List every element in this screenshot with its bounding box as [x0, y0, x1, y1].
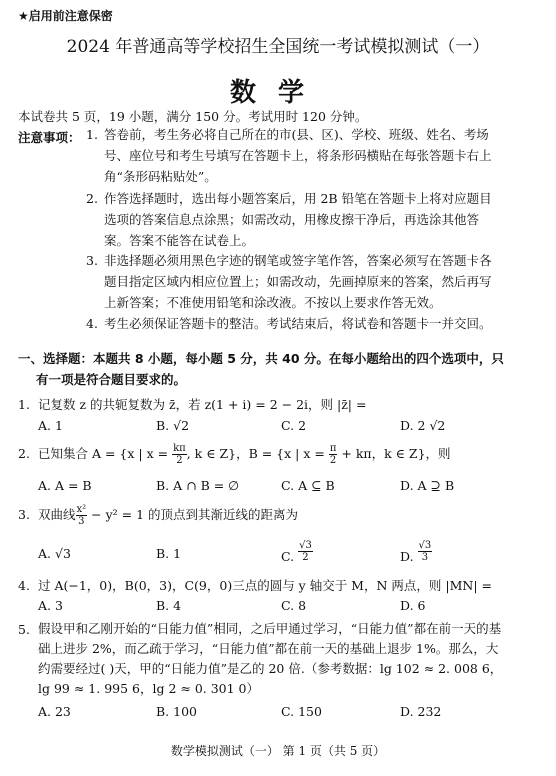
notice-item-number: 1. [86, 127, 98, 142]
question-stem-line: lg 99 ≈ 1. 995 6，lg 2 ≈ 0. 301 0） [38, 681, 260, 696]
question-number: 1. [18, 397, 30, 412]
fraction [329, 443, 338, 466]
question-stem-part: , k ∈ Z}，B = {x | x = [186, 446, 325, 461]
fraction-denominator: 2 [176, 455, 183, 466]
notice-item-1 [86, 124, 492, 187]
option-d[interactable] [400, 540, 432, 563]
question-3-options [38, 540, 538, 570]
fraction-denominator: 2 [302, 552, 309, 563]
question-5-options [38, 704, 538, 722]
question-stem-part: 双曲线 [38, 507, 76, 522]
notice-line: 答卷前，考生务必将自己所在的市(县、区)、学校、班级、姓名、考场 [104, 127, 489, 142]
question-2-options [38, 478, 538, 496]
option-a[interactable]: A. 1 [38, 418, 63, 433]
notice-item-3 [86, 250, 492, 313]
question-5-number [18, 622, 38, 637]
section-heading [18, 348, 538, 390]
question-stem-line: 假设甲和乙刚开始的“日能力值”相同，之后甲通过学习，“日能力值”都在前一天的基 [38, 621, 502, 636]
fraction-numerator: π [329, 443, 337, 454]
option-a[interactable]: A. 3 [38, 598, 63, 613]
fraction-numerator: kπ [173, 443, 186, 454]
question-stem-part: − y² = 1 的顶点到其渐近线的距离为 [91, 507, 299, 522]
fraction-denominator: 3 [78, 516, 85, 527]
option-c[interactable]: C. 2 [281, 418, 307, 433]
option-letter: C. [281, 549, 295, 564]
question-3 [18, 504, 298, 527]
option-c[interactable]: C. A ⊆ B [281, 478, 335, 493]
notice-line: 作答选择题时，选出每小题答案后，用 2B 铅笔在答题卡上将对应题目 [104, 191, 492, 206]
notice-line: 选项的答案信息点涂黑；如需改动，用橡皮擦干净后，再选涂其他答 [104, 212, 480, 227]
fraction-numerator: x² [76, 504, 87, 515]
option-a[interactable]: A. A = B [38, 478, 92, 493]
fraction [76, 504, 88, 527]
option-b[interactable]: B. A ∩ B = ∅ [156, 478, 240, 493]
confidential-notice: ★启用前注意保密 [18, 9, 113, 23]
section-heading-line-2: 有一项是符合题目要求的。 [36, 372, 187, 387]
option-c[interactable] [281, 540, 313, 563]
fraction [172, 443, 187, 466]
fraction-numerator: √3 [418, 540, 432, 551]
question-number: 4. [18, 578, 30, 593]
question-1 [18, 395, 366, 413]
option-b[interactable]: B. 100 [156, 704, 197, 719]
question-stem-part: 已知集合 A = {x | x = [38, 446, 169, 461]
notice-line: 题目指定区域内相应位置上；如需改动，先画掉原来的答案，然后再写 [104, 274, 492, 289]
exam-title: 2024 年普通高等学校招生全国统一考试模拟测试（一） [66, 37, 490, 57]
question-1-options [38, 418, 538, 436]
notice-item-number: 3. [86, 253, 98, 268]
question-stem-line: 约需要经过( )天，甲的“日能力值”是乙的 20 倍.（参考数据：lg 102 ≈ 2. 008 6， [38, 661, 503, 676]
question-number: 5. [18, 622, 30, 637]
fraction-numerator: √3 [299, 540, 312, 551]
question-number: 2. [18, 446, 30, 461]
notice-item-2 [86, 188, 492, 251]
question-4-options [38, 598, 538, 616]
fraction-denominator: 2 [329, 455, 337, 466]
question-stem: 记复数 z 的共轭复数为 z̄，若 z(1 + i) = 2 − 2i，则 |z̄| = [38, 397, 367, 412]
exam-intro: 本试卷共 5 页，19 小题，满分 150 分。考试用时 120 分钟。 [18, 109, 368, 124]
notice-line: 角“条形码粘贴处”。 [104, 169, 217, 184]
question-4 [18, 576, 492, 594]
notice-item-number: 4. [86, 316, 98, 331]
notice-item-number: 2. [86, 191, 98, 206]
notice-line: 案。答案不能答在试卷上。 [104, 233, 255, 248]
fraction-denominator: 3 [421, 552, 429, 563]
option-b[interactable]: B. 4 [156, 598, 182, 613]
option-d[interactable]: D. 232 [400, 704, 442, 719]
fraction [418, 540, 433, 563]
question-number: 3. [18, 507, 30, 522]
option-c[interactable]: C. 8 [281, 598, 307, 613]
page-footer: 数学模拟测试（一） 第 1 页（共 5 页） [170, 744, 386, 758]
option-d[interactable]: D. A ⊇ B [400, 478, 455, 493]
option-b[interactable]: B. √2 [156, 418, 190, 433]
question-stem: 过 A(−1，0)，B(0，3)，C(9，0)三点的圆与 y 轴交于 M，N 两点，则 |MN| = [38, 578, 492, 593]
question-2 [18, 443, 451, 466]
question-stem-part: + kπ，k ∈ Z}，则 [341, 446, 451, 461]
notice-line: 非选择题必须用黑色字迹的钢笔或签字笔作答，答案必须写在答题卡各 [104, 253, 492, 268]
notice-line: 上新答案；不准使用铅笔和涂改液。不按以上要求作答无效。 [104, 295, 442, 310]
question-5 [38, 619, 502, 699]
subject-title: 数学 [229, 78, 326, 108]
option-d[interactable]: D. 2 √2 [400, 418, 446, 433]
option-d[interactable]: D. 6 [400, 598, 426, 613]
option-b[interactable]: B. 1 [156, 546, 182, 561]
section-heading-line-1: 一、选择题：本题共 8 小题，每小题 5 分，共 40 分。在每小题给出的四个选项中，只 [18, 351, 504, 366]
option-a[interactable]: A. √3 [38, 546, 71, 561]
notice-line: 考生必须保证答题卡的整洁。考试结束后，将试卷和答题卡一并交回。 [104, 316, 492, 331]
fraction [298, 540, 313, 563]
option-a[interactable]: A. 23 [38, 704, 71, 719]
option-letter: D. [400, 549, 414, 564]
option-c[interactable]: C. 150 [281, 704, 322, 719]
notice-label: 注意事项： [18, 130, 81, 145]
notice-item-4 [86, 313, 492, 334]
question-stem-line: 础上进步 2%，而乙疏于学习，“日能力值”都在前一天的基础上退步 1%。那么，大 [38, 641, 499, 656]
notice-line: 号、座位号和考生号填写在答题卡上，将条形码横贴在每张答题卡右上 [104, 148, 492, 163]
